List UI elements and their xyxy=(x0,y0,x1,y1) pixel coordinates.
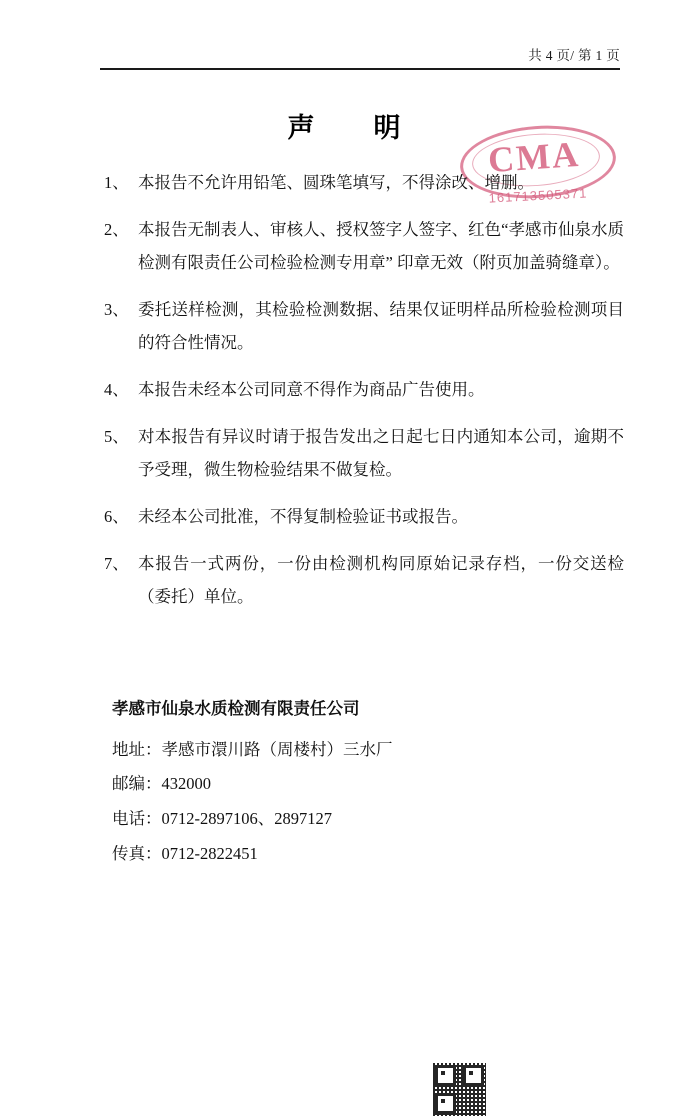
qr-finder-top-right xyxy=(463,1065,484,1086)
list-item xyxy=(104,547,624,613)
page-number-header: 共 4 页/ 第 1 页 xyxy=(528,48,620,63)
clause-text: 本报告无制表人、审核人、授权签字人签字、红色“孝感市仙泉水质检测有限责任公司检验检测专用章” 印章无效（附页加盖骑缝章）。 xyxy=(138,220,624,272)
company-fax: 传真：0712-2822451 xyxy=(112,843,258,863)
clause-number: 4、 xyxy=(104,380,129,399)
qr-finder-bottom-left xyxy=(435,1093,456,1114)
company-contact-block xyxy=(112,692,612,871)
list-item xyxy=(104,166,624,199)
company-name: 孝感市仙泉水质检测有限责任公司 xyxy=(112,699,360,718)
company-phone: 电话：0712-2897106、2897127 xyxy=(112,808,332,828)
company-postcode: 邮编：432000 xyxy=(112,774,211,794)
statement-clause-list xyxy=(104,166,624,627)
clause-number: 1、 xyxy=(104,173,129,192)
clause-number: 6、 xyxy=(104,507,129,526)
company-address: 地址：孝感市澴川路（周楼村）三水厂 xyxy=(112,739,393,759)
clause-number: 2、 xyxy=(104,220,129,239)
clause-text: 委托送样检测，其检验检测数据、结果仅证明样品所检验检测项目的符合性情况。 xyxy=(138,300,624,352)
clause-number: 5、 xyxy=(104,427,129,446)
list-item xyxy=(104,500,624,533)
list-item xyxy=(104,373,624,406)
list-item xyxy=(104,293,624,359)
seal-code-text: 161713505371 xyxy=(488,185,588,206)
list-item xyxy=(104,420,624,486)
page-title: 声 明 xyxy=(287,113,417,143)
clause-number: 3、 xyxy=(104,300,129,319)
qr-code xyxy=(433,1063,486,1116)
header-divider xyxy=(100,68,620,70)
clause-text: 未经本公司批准，不得复制检验证书或报告。 xyxy=(138,507,468,526)
clause-text: 本报告一式两份，一份由检测机构同原始记录存档，一份交送检（委托）单位。 xyxy=(138,554,624,606)
clause-number: 7、 xyxy=(104,554,129,573)
clause-text: 对本报告有异议时请于报告发出之日起七日内通知本公司，逾期不予受理，微生物检验结果不做复检。 xyxy=(138,427,624,479)
clause-text: 本报告未经本公司同意不得作为商品广告使用。 xyxy=(138,380,485,399)
clause-text: 本报告不允许用铅笔、圆珠笔填写，不得涂改、增删。 xyxy=(138,173,534,192)
list-item xyxy=(104,213,624,279)
seal-cma-text: CMA xyxy=(486,133,582,181)
qr-finder-top-left xyxy=(435,1065,456,1086)
